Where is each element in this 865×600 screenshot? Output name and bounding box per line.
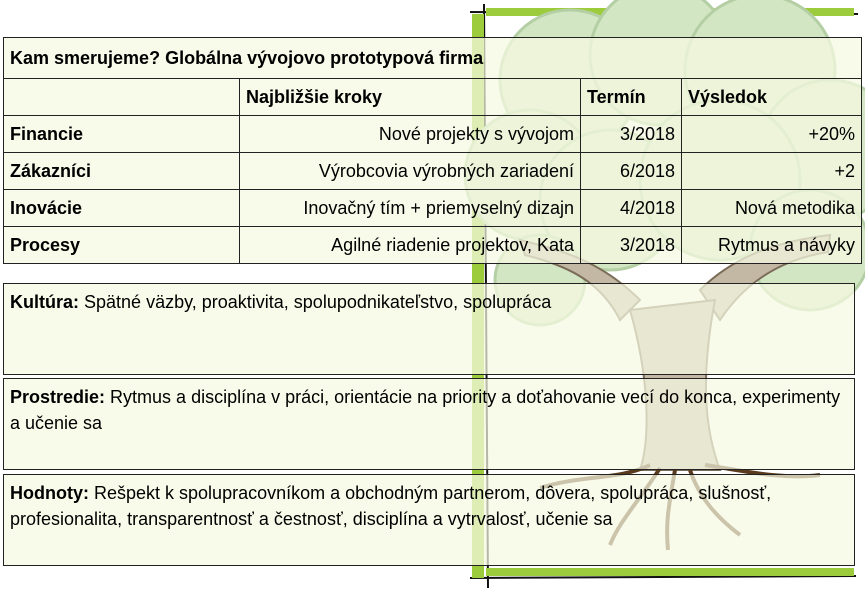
row-deadline: 6/2018 [581, 153, 682, 190]
values-box [3, 474, 855, 566]
table-row [4, 190, 862, 227]
culture-box [3, 283, 855, 375]
row-step: Agilné riadenie projektov, Kata [240, 227, 581, 264]
row-step: Nové projekty s vývojom [240, 116, 581, 153]
values-label: Hodnoty: [10, 483, 89, 503]
row-area: Zákazníci [4, 153, 240, 190]
table-title-row [4, 38, 862, 79]
row-deadline: 3/2018 [581, 227, 682, 264]
strategy-table [3, 37, 862, 264]
row-area: Inovácie [4, 190, 240, 227]
row-result: Nová metodika [682, 190, 862, 227]
environment-text: Rytmus a disciplína v práci, orientácie na priority a doťahovanie vecí do konca, experimenty a učenie sa [10, 387, 841, 433]
row-step: Výrobcovia výrobných zariadení [240, 153, 581, 190]
culture-text: Spätné väzby, proaktivita, spolupodnikateľstvo, spolupráca [84, 292, 552, 312]
table-row [4, 153, 862, 190]
row-deadline: 3/2018 [581, 116, 682, 153]
header-corner [4, 79, 240, 116]
header-steps: Najbližšie kroky [240, 79, 581, 116]
row-step: Inovačný tím + priemyselný dizajn [240, 190, 581, 227]
header-deadline: Termín [581, 79, 682, 116]
table-row [4, 116, 862, 153]
row-deadline: 4/2018 [581, 190, 682, 227]
culture-label: Kultúra: [10, 292, 79, 312]
values-text: Rešpekt k spolupracovníkom a obchodným partnerom, dôvera, spolupráca, slušnosť, profesionalita, transparentnosť a čestnosť, disciplína a vytrvalosť, učenie sa [10, 483, 772, 529]
table-row [4, 227, 862, 264]
row-result: +2 [682, 153, 862, 190]
row-area: Procesy [4, 227, 240, 264]
environment-label: Prostredie: [10, 387, 106, 407]
row-area: Financie [4, 116, 240, 153]
table-header-row [4, 79, 862, 116]
table-title: Kam smerujeme? Globálna vývojovo prototypová firma [4, 38, 862, 79]
header-result: Výsledok [682, 79, 862, 116]
row-result: +20% [682, 116, 862, 153]
row-result: Rytmus a návyky [682, 227, 862, 264]
environment-box [3, 378, 855, 470]
